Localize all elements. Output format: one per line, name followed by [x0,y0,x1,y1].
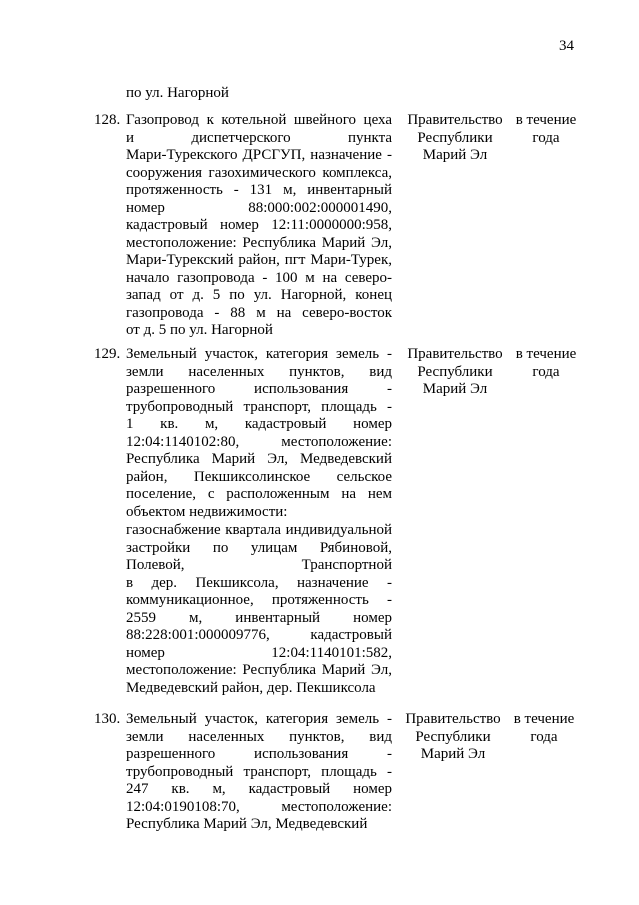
text-line: протяженность - 131 м, инвентарный [126,182,392,198]
term-line: в течение [515,112,577,128]
text-line: начало газопровода - 100 м на северо- [126,269,392,286]
text-line: в дер. Пекшиксола, назначение - [126,574,392,591]
term-line: года [530,728,558,745]
text-line: Полевой, Транспортной [126,557,392,573]
text-line: трубопроводный транспорт, площадь - [126,398,392,415]
text-line: земли населенных пунктов, вид [126,363,392,380]
entry-number: 129. [94,346,121,362]
text-line: Мари-Турекский район, пгт Мари-Турек, [126,252,392,268]
term-line: в течение [513,711,575,727]
text-line: кадастровый номер 12:11:0000000:958, [126,217,392,233]
text-line: местоположение: Республика Марий Эл, [126,662,392,678]
text-line: Республика Марий Эл, Медведевский [126,816,368,832]
text-line: разрешенного использования - [126,746,392,762]
text-line: от д. 5 по ул. Нагорной [126,322,273,338]
entry-number: 128. [94,112,121,128]
responsible-org-line: Марий Эл [420,746,486,762]
text-line: Медведевский район, дер. Пекшиксола [126,679,376,696]
responsible-org-line: Правительство [407,112,503,128]
text-line: Республика Марий Эл, Медведевский [126,451,392,467]
text-line: объектом недвижимости: [126,503,288,520]
text-line: Земельный участок, категория земель - [126,346,392,362]
text-line: и диспетчерского пункта [126,129,392,146]
text-line: застройки по улицам Рябиновой, [126,539,392,556]
text-line: газоснабжение квартала индивидуальной [126,522,392,538]
text-line: газопровода - 88 м на северо-восток [126,304,392,321]
term-line: в течение [515,346,577,362]
text-line: земли населенных пунктов, вид [126,728,392,745]
text-line: 247 кв. м, кадастровый номер [126,781,392,797]
text-line: 2559 м, инвентарный номер [126,609,392,626]
responsible-org-line: Правительство [407,346,503,362]
responsible-org-line: Республики [417,129,493,146]
responsible-org-line: Марий Эл [422,147,488,163]
text-line: 1 кв. м, кадастровый номер [126,416,392,432]
text-line: трубопроводный транспорт, площадь - [126,763,392,780]
responsible-org-line: Правительство [405,711,501,727]
text-line: 12:04:1140102:80, местоположение: [126,433,392,450]
text-line: номер 12:04:1140101:582, [126,644,392,661]
text-line: район, Пекшиксолинское сельское [126,468,392,485]
text-line: 12:04:0190108:70, местоположение: [126,798,392,815]
text-line: сооружения газохимического комплекса, [126,164,392,181]
text-line: 88:228:001:000009776, кадастровый [126,627,392,643]
entry-number: 130. [94,711,121,727]
responsible-org-line: Марий Эл [422,381,488,397]
responsible-org-line: Республики [415,728,491,745]
text-line: поселение, с расположенным на нем [126,486,392,502]
text-line: разрешенного использования - [126,381,392,397]
text-line: местоположение: Республика Марий Эл, [126,234,392,251]
text-line: коммуникационное, протяженность - [126,592,392,608]
term-line: года [532,363,560,380]
text-line: Мари-Турекского ДРСГУП, назначение - [126,147,392,163]
text-line: номер 88:000:002:000001490, [126,199,392,216]
term-line: года [532,129,560,146]
responsible-org-line: Республики [417,363,493,380]
text-line: Земельный участок, категория земель - [126,711,392,727]
intro-line: по ул. Нагорной [126,85,229,101]
text-line: Газопровод к котельной швейного цеха [126,112,392,128]
text-line: запад от д. 5 по ул. Нагорной, конец [126,287,392,303]
page-number: 34 [559,38,574,54]
